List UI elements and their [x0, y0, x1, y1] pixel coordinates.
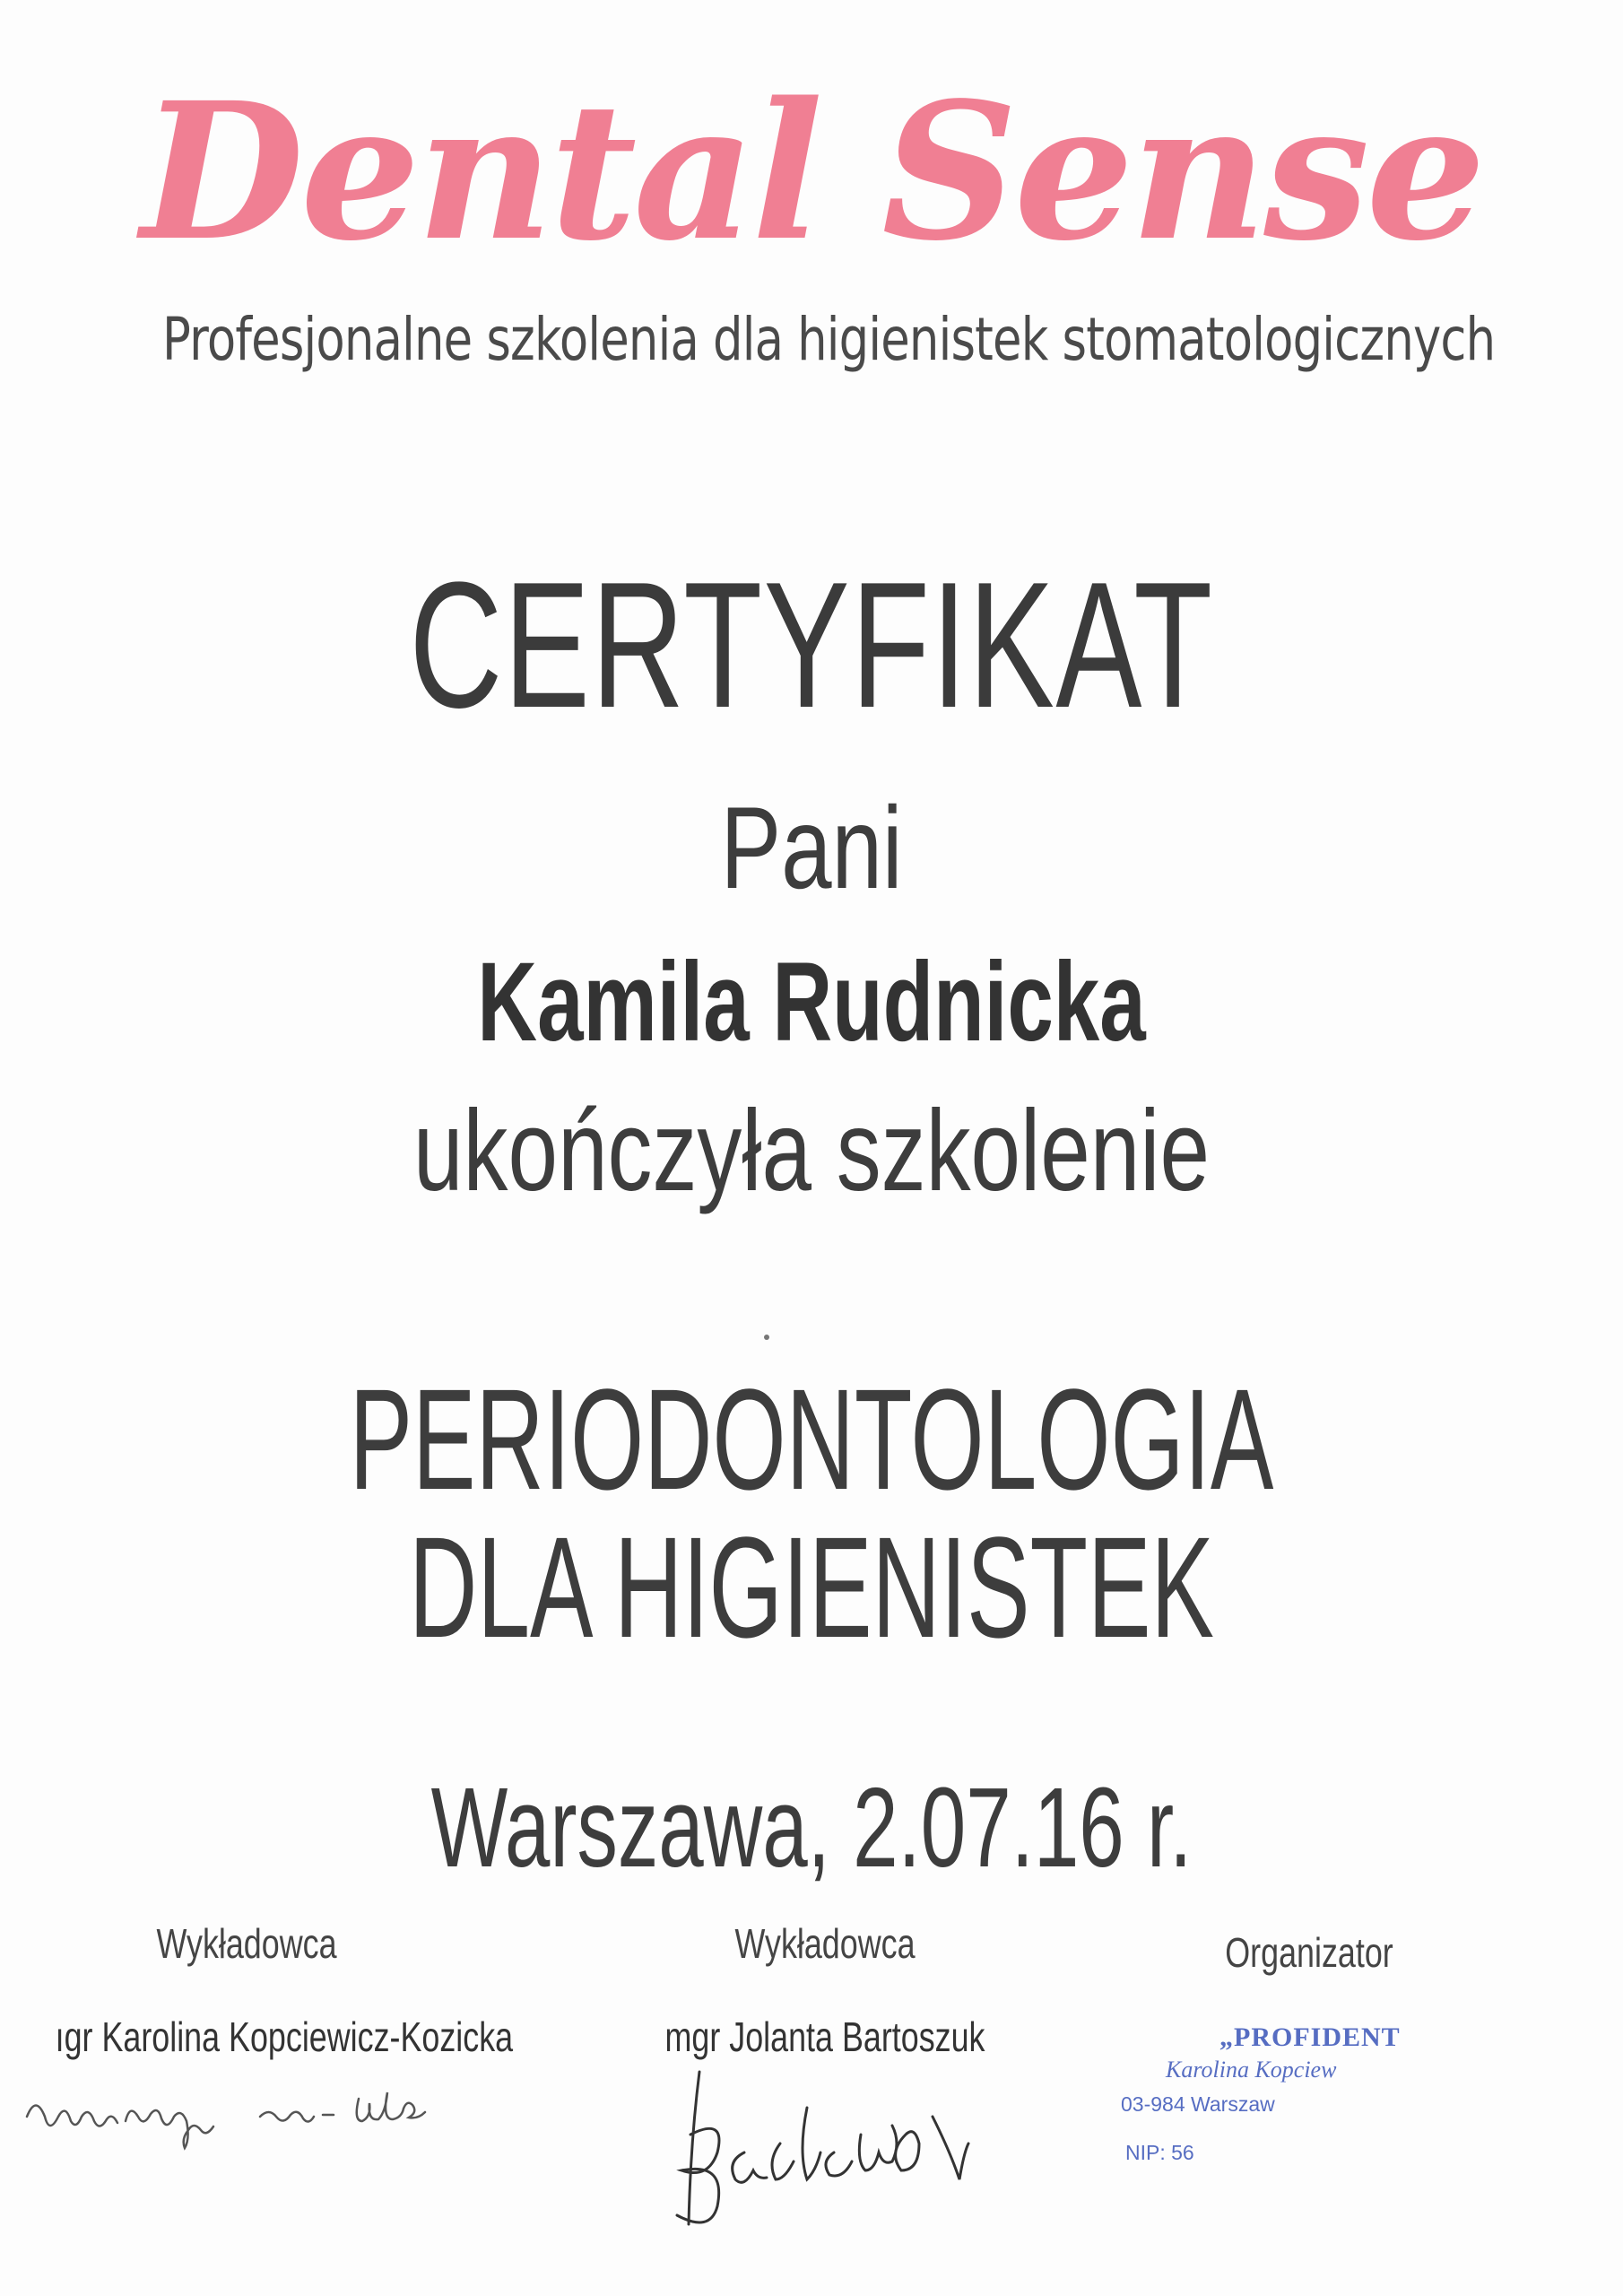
signature-role: Organizator: [1225, 1929, 1393, 1976]
completion-text: ukończyła szkolenie: [413, 1087, 1210, 1215]
stamp-line-4: NIP: 56: [1125, 2141, 1194, 2164]
stamp-line-1: „PROFIDENT: [1219, 2022, 1401, 2052]
salutation: Pani: [720, 782, 903, 913]
dust-speck: [764, 1335, 769, 1340]
certificate-title: CERTYFIKAT: [409, 545, 1214, 745]
subtitle: Profesjonalne szkolenia dla higienistek stomatologicznych: [162, 305, 1496, 374]
stamp-line-2: Karolina Kopciew: [1166, 2057, 1337, 2083]
place-and-date: Warszawa, 2.07.16 r.: [430, 1764, 1193, 1891]
signature-block-lecturer-2: [610, 1919, 1040, 2061]
recipient-name: Kamila Rudnicka: [477, 940, 1146, 1065]
handwritten-signature-2: [664, 2054, 1004, 2242]
course-title-line-1: PERIODONTOLOGIA: [349, 1359, 1274, 1519]
course-title-line-2: DLA HIGIENISTEK: [409, 1507, 1214, 1667]
signature-block-organizer: [1094, 1928, 1524, 1977]
handwritten-signature-1: [18, 2081, 520, 2161]
organizer-stamp: [1121, 2022, 1480, 2175]
signature-role: Wykładowca: [156, 1920, 337, 1967]
stamp-line-3: 03-984 Warszaw: [1121, 2092, 1275, 2116]
signature-name: mgr Jolanta Bartoszuk: [664, 2013, 985, 2060]
signature-name: ıgr Karolina Kopciewicz-Kozicka: [55, 2013, 514, 2060]
dental-sense-logo: [0, 36, 1623, 305]
signature-role: Wykładowca: [734, 1920, 916, 1967]
signature-block-lecturer-1: [0, 1919, 514, 2061]
logo-text: Dental Sense: [140, 61, 1483, 283]
